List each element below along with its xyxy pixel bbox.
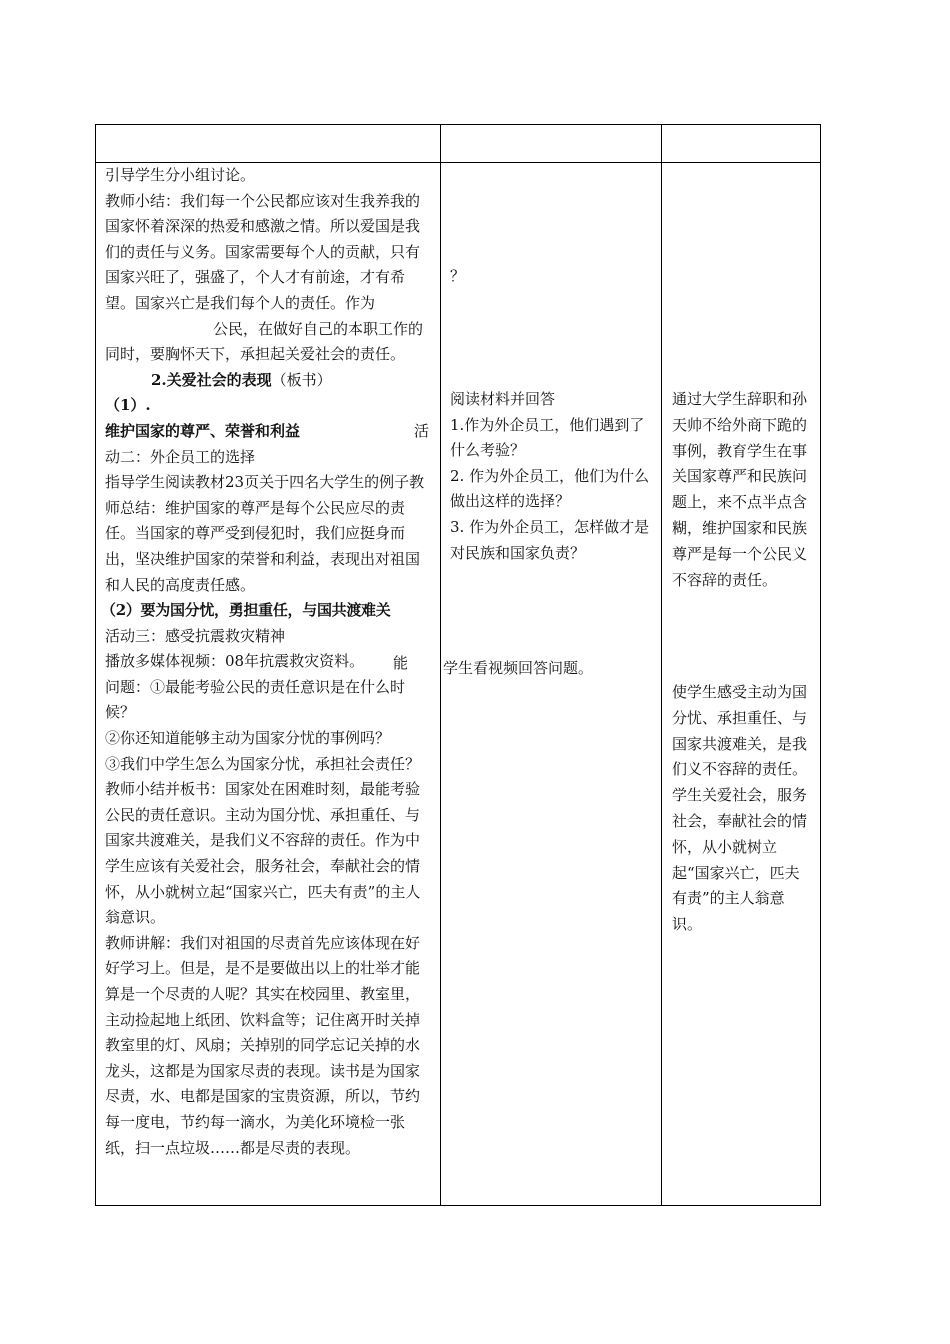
- student-question-3: 3. 作为外企员工，怎样做才是对民族和国家负责？: [450, 517, 650, 562]
- student-question-2: 2. 作为外企员工，他们为什么做出这样的选择？: [450, 466, 650, 511]
- teacher-activity-column: [101, 163, 429, 1161]
- table-left-border: [95, 124, 96, 1206]
- summary-board: 教师小结并板书：国家处在困难时刻，最能考验公民的责任意识。主动为国分忧、承担重任、与国家共渡难关，是我们义不容辞的责任。作为中学生应该有关爱社会，服务社会，奉献社会的情怀，从小就树立起“国家兴亡，匹夫有责”的主人翁意识。: [105, 780, 421, 927]
- student-activity-column: [450, 387, 654, 566]
- teacher-summary: 教师小结：我们每一个公民都应该对生我养我的国家怀着深深的热爱和感激之情。所以爱国是我们的责任与义务。国家需要每个人的贡献，只有国家兴旺了，强盛了，个人才有前途，才有希望。国家兴亡是我们每个人的责任。作为公民，在做好自己的本职工作的同时，要胸怀天下，承担起关爱社会的责任。2.关爱社会的表现（板书）（1）.: [105, 191, 424, 415]
- read-heading: 阅读材料并回答: [450, 390, 556, 408]
- guide-text: 指导学生阅读教材23页关于四名大学生的例子教师总结：维护国家的尊严是每个公民应尽的责任。当国家的尊严受到侵犯时，我们应挺身而出，坚决维护国家的荣誉和利益，表现出对祖国和人民的高度责任感。: [105, 473, 425, 594]
- section-heading: 2.关爱社会的表现: [151, 370, 272, 389]
- student-question-1: 1.作为外企员工，他们遇到了什么考验？: [450, 415, 645, 460]
- activity-3: 活动三：感受抗震救灾精神: [105, 626, 286, 645]
- item-2-title: （2）要为国分忧，勇担重任，与国共渡难关: [101, 601, 391, 620]
- column-divider-2: [661, 124, 662, 1206]
- question-2: ②你还知道能够主动为国家分忧的事例吗？: [105, 729, 391, 748]
- stray-character: 能: [393, 654, 409, 672]
- design-note-2: 使学生感受主动为国分忧、承担重任、与国家共渡难关，是我们义不容辞的责任。学生关爱社会，服务社会，奉献社会的情怀，从小就树立起“国家兴亡，匹夫有责”的主人翁意识。: [672, 683, 808, 934]
- teacher-lecture: 教师讲解：我们对祖国的尽责首先应该体现在好好学习上。但是，是不是要做出以上的壮举才能算是一个尽责的人呢？其实在校园里、教室里，主动捡起地上纸团、饮料盒等；记住离开时关掉教室里的灯、风扇；关掉别的同学忘记关掉的水龙头，这都是为国家尽责的表现。读书是为国家尽责，水、电都是国家的宝贵资源，所以，节约每一度电，节约每一滴水，为美化环境检一张纸，扫一点垃圾……都是尽责的表现。: [105, 933, 421, 1157]
- question-1: 问题：①最能考验公民的责任意识是在什么时候？: [105, 677, 406, 722]
- table-bottom-border: [95, 1205, 821, 1206]
- intro-text: 引导学生分小组讨论。: [105, 166, 256, 184]
- table-top-border: [95, 124, 821, 125]
- video-text: 播放多媒体视频：08年抗震救灾资料。: [105, 652, 365, 671]
- table-right-border: [820, 124, 821, 1206]
- question-mark: ？: [450, 267, 466, 285]
- design-note-1: 通过大学生辞职和孙天帅不给外商下跪的事例，教育学生在事关国家尊严和民族问题上，来不点半点含糊，维护国家和民族尊严是每一个公民义不容辞的责任。: [672, 390, 808, 589]
- column-divider-1: [440, 124, 441, 1206]
- video-answer: 学生看视频回答问题。: [443, 659, 594, 677]
- activity-2: 动二：外企员工的选择: [105, 447, 256, 466]
- item-1-title: 维护国家的尊严、荣誉和利益 活: [105, 421, 429, 440]
- question-3: ③我们中学生怎么为国家分忧，承担社会责任？: [105, 754, 421, 773]
